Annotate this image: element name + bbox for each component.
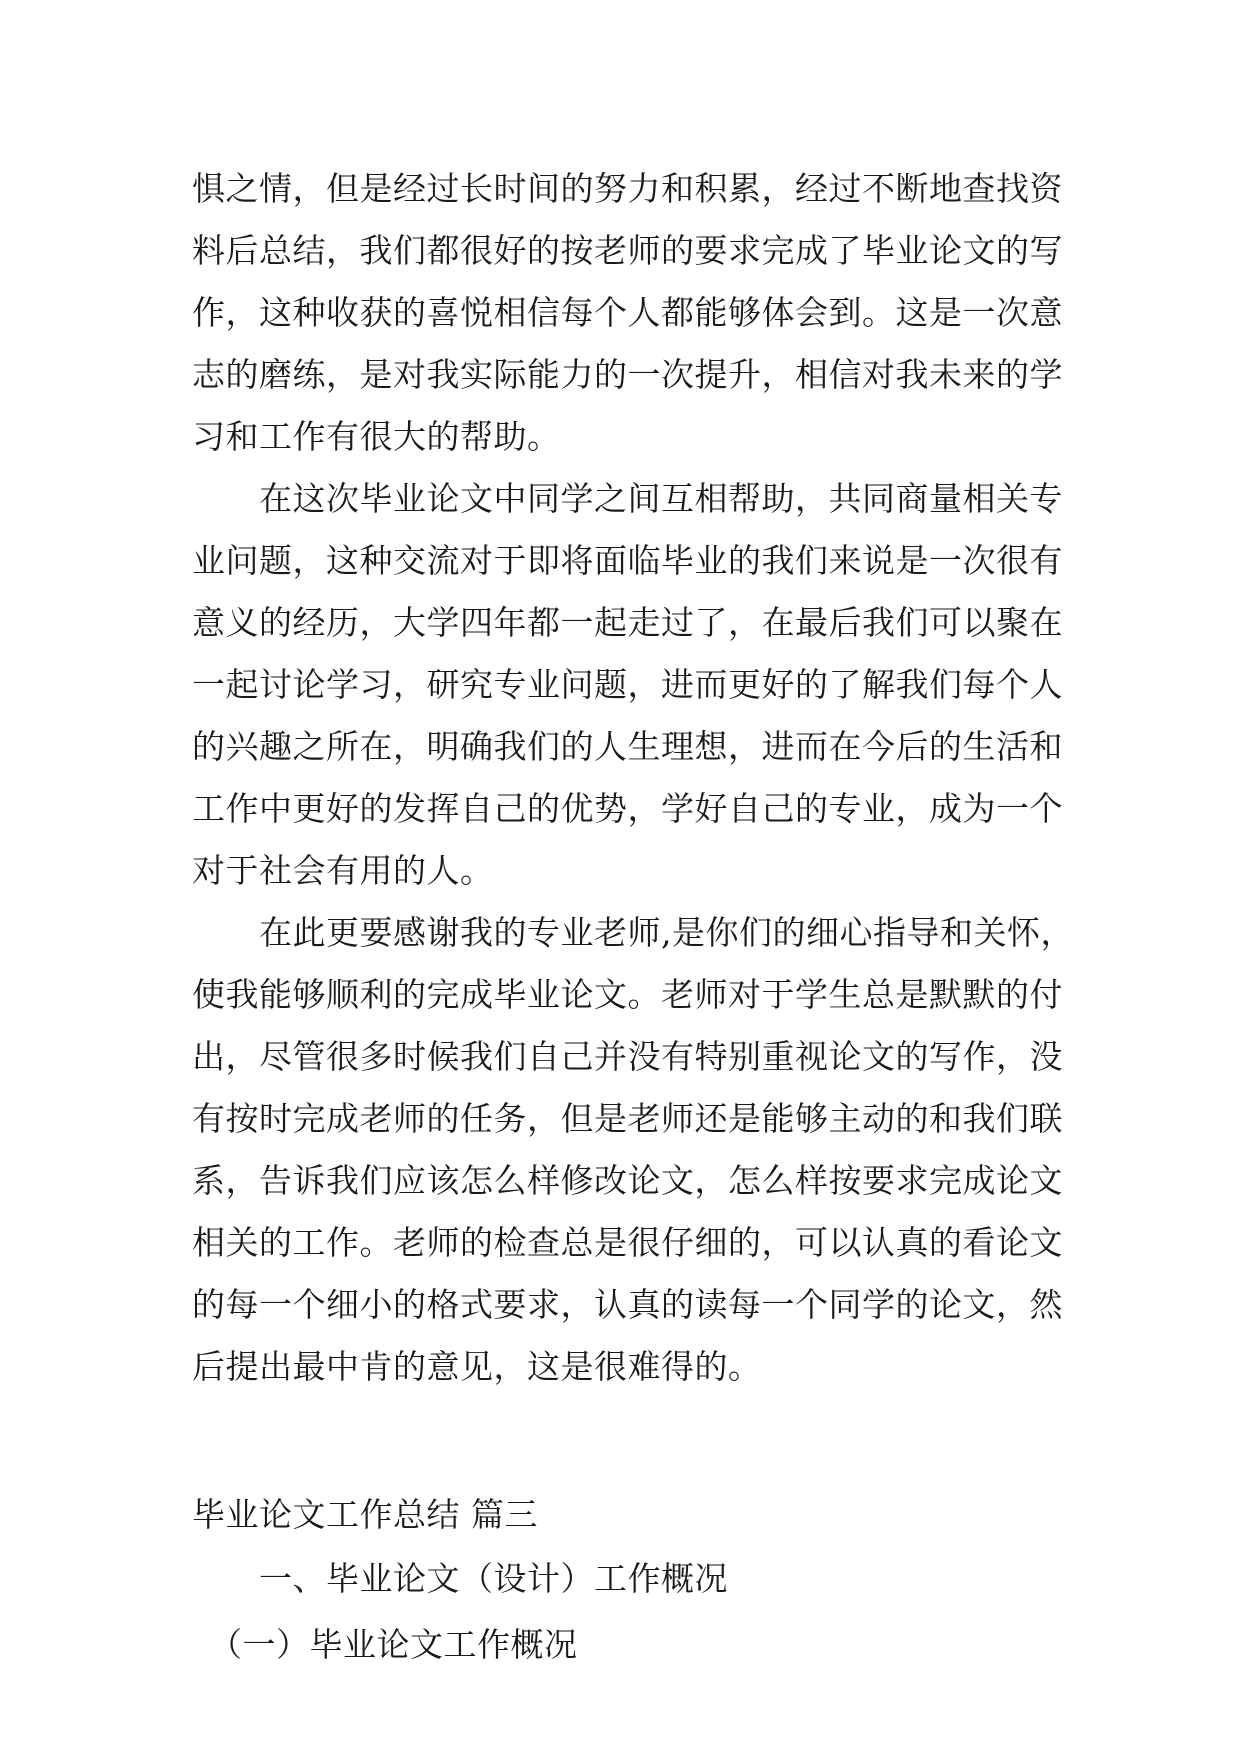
text-line: 在这次毕业论文中同学之间互相帮助，共同商量相关专 [192,479,1063,518]
paragraph-2 [192,468,1063,902]
text-line: 有按时完成老师的任务，但是老师还是能够主动的和我们联 [192,1099,1063,1138]
text-line: 后提出最中肯的意见，这是很难得的。 [192,1347,762,1386]
paragraph-1 [192,158,1063,468]
text-line: 相关的工作。老师的检查总是很仔细的，可以认真的看论文 [192,1223,1063,1262]
paragraph-3 [192,902,1074,1398]
text-line: 的每一个细小的格式要求，认真的读每一个同学的论文，然 [192,1285,1063,1324]
text-line: 工作中更好的发挥自己的优势，学好自己的专业，成为一个 [192,789,1063,828]
section-heading-2: （一）毕业论文工作概况 [192,1625,578,1664]
text-line: 一起讨论学习，研究专业问题，进而更好的了解我们每个人 [192,665,1063,704]
text-line: 志的磨练，是对我实际能力的一次提升，相信对我未来的学 [192,355,1063,394]
text-line: 对于社会有用的人。 [192,851,494,890]
text-line: 使我能够顺利的完成毕业论文。老师对于学生总是默默的付 [192,975,1063,1014]
text-line: 料后总结，我们都很好的按老师的要求完成了毕业论文的写 [192,231,1063,270]
text-line: 系，告诉我们应该怎么样修改论文，怎么样按要求完成论文 [192,1161,1063,1200]
section-title: 毕业论文工作总结 篇三 [192,1495,538,1534]
text-line: 作，这种收获的喜悦相信每个人都能够体会到。这是一次意 [192,293,1063,332]
text-line: 习和工作有很大的帮助。 [192,417,561,456]
text-line: 出，尽管很多时候我们自己并没有特别重视论文的写作，没 [192,1037,1063,1076]
text-line: 意义的经历，大学四年都一起走过了，在最后我们可以聚在 [192,603,1063,642]
text-line: 在此更要感谢我的专业老师,是你们的细心指导和关怀， [192,913,1074,952]
text-line: 惧之情，但是经过长时间的努力和积累，经过不断地查找资 [192,169,1063,208]
section-spacer [192,1398,1052,1484]
document-page [192,158,1074,1678]
text-line: 业问题，这种交流对于即将面临毕业的我们来说是一次很有 [192,541,1063,580]
section-block [192,1484,1052,1678]
text-line: 的兴趣之所在，明确我们的人生理想，进而在今后的生活和 [192,727,1063,766]
section-heading-1: 一、毕业论文（设计）工作概况 [192,1559,728,1598]
